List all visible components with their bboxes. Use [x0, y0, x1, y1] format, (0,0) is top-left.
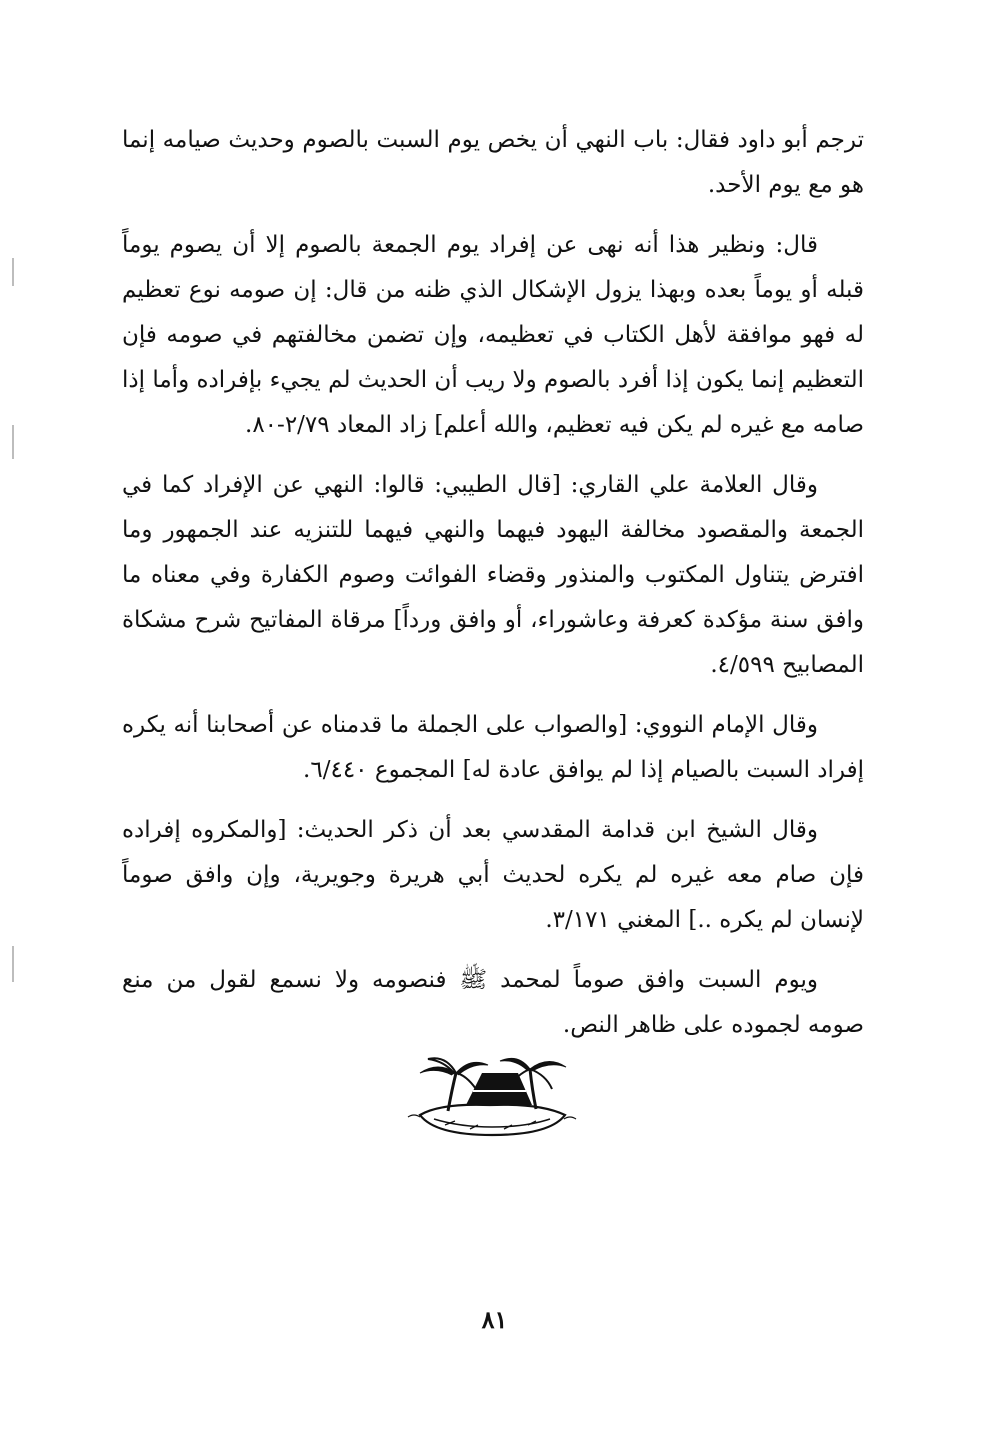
margin-scan-mark: [12, 425, 14, 459]
paragraph-abu-dawud: ترجم أبو داود فقال: باب النهي أن يخص يوم السبت بالصوم وحديث صيامه إنما هو مع يوم الأحد.: [122, 127, 864, 198]
paragraph-al-qari: وقال العلامة علي القاري: [قال الطيبي: قالوا: النهي عن الإفراد كما في الجمعة والمقصود مخالفة اليهود فيهما والنهي فيهما للتنزيه عند الجمهور وما افترض يتناول المكتوب والمنذور وقضاء الفوائت وصوم الكفارة وفي معناه ما وافق سنة مؤكدة كعرفة وعاشوراء، أو وافق ورداً] مرقاة المفاتيح شرح مشكاة المصابيح ٤/٥٩٩.: [122, 472, 864, 678]
page-number: ٨١: [481, 1305, 508, 1334]
paragraph-ibn-qudama: وقال الشيخ ابن قدامة المقدسي بعد أن ذكر الحديث: [والمكروه إفراده فإن صام معه غيره لم يكره لحديث أبي هريرة وجويرية، وإن وافق صوماً لإنسان لم يكره ..] المغني ٣/١٧١.: [122, 817, 864, 933]
margin-scan-mark: [12, 258, 14, 286]
paragraph-conclusion: ويوم السبت وافق صوماً لمحمد ﷺ فنصومه ولا نسمع لقول من منع صومه لجموده على ظاهر النص.: [122, 967, 864, 1038]
margin-scan-mark: [12, 946, 14, 982]
paragraph-friday-analogy: قال: ونظير هذا أنه نهى عن إفراد يوم الجمعة بالصوم إلا أن يصوم يوماً قبله أو يوماً بعده وبهذا يزول الإشكال الذي ظنه من قال: إن صومه نوع تعظيم له فهو موافقة لأهل الكتاب في تعظيمه، وإن تضمن مخالفتهم في صومه فإن التعظيم إنما يكون إذا أفرد بالصوم ولا ريب أن الحديث لم يجيء بإفراده وأما إذا صامه مع غيره لم يكن فيه تعظيم، والله أعلم] زاد المعاد ٢/٧٩-٨٠.: [122, 232, 864, 438]
palm-island-kaaba-ornament-icon: [400, 1045, 580, 1140]
main-text: [122, 118, 864, 1063]
paragraph-nawawi: وقال الإمام النووي: [والصواب على الجملة ما قدمناه عن أصحابنا أنه يكره إفراد السبت بالصيام إذا لم يوافق عادة له] المجموع ٦/٤٤٠.: [122, 712, 864, 783]
